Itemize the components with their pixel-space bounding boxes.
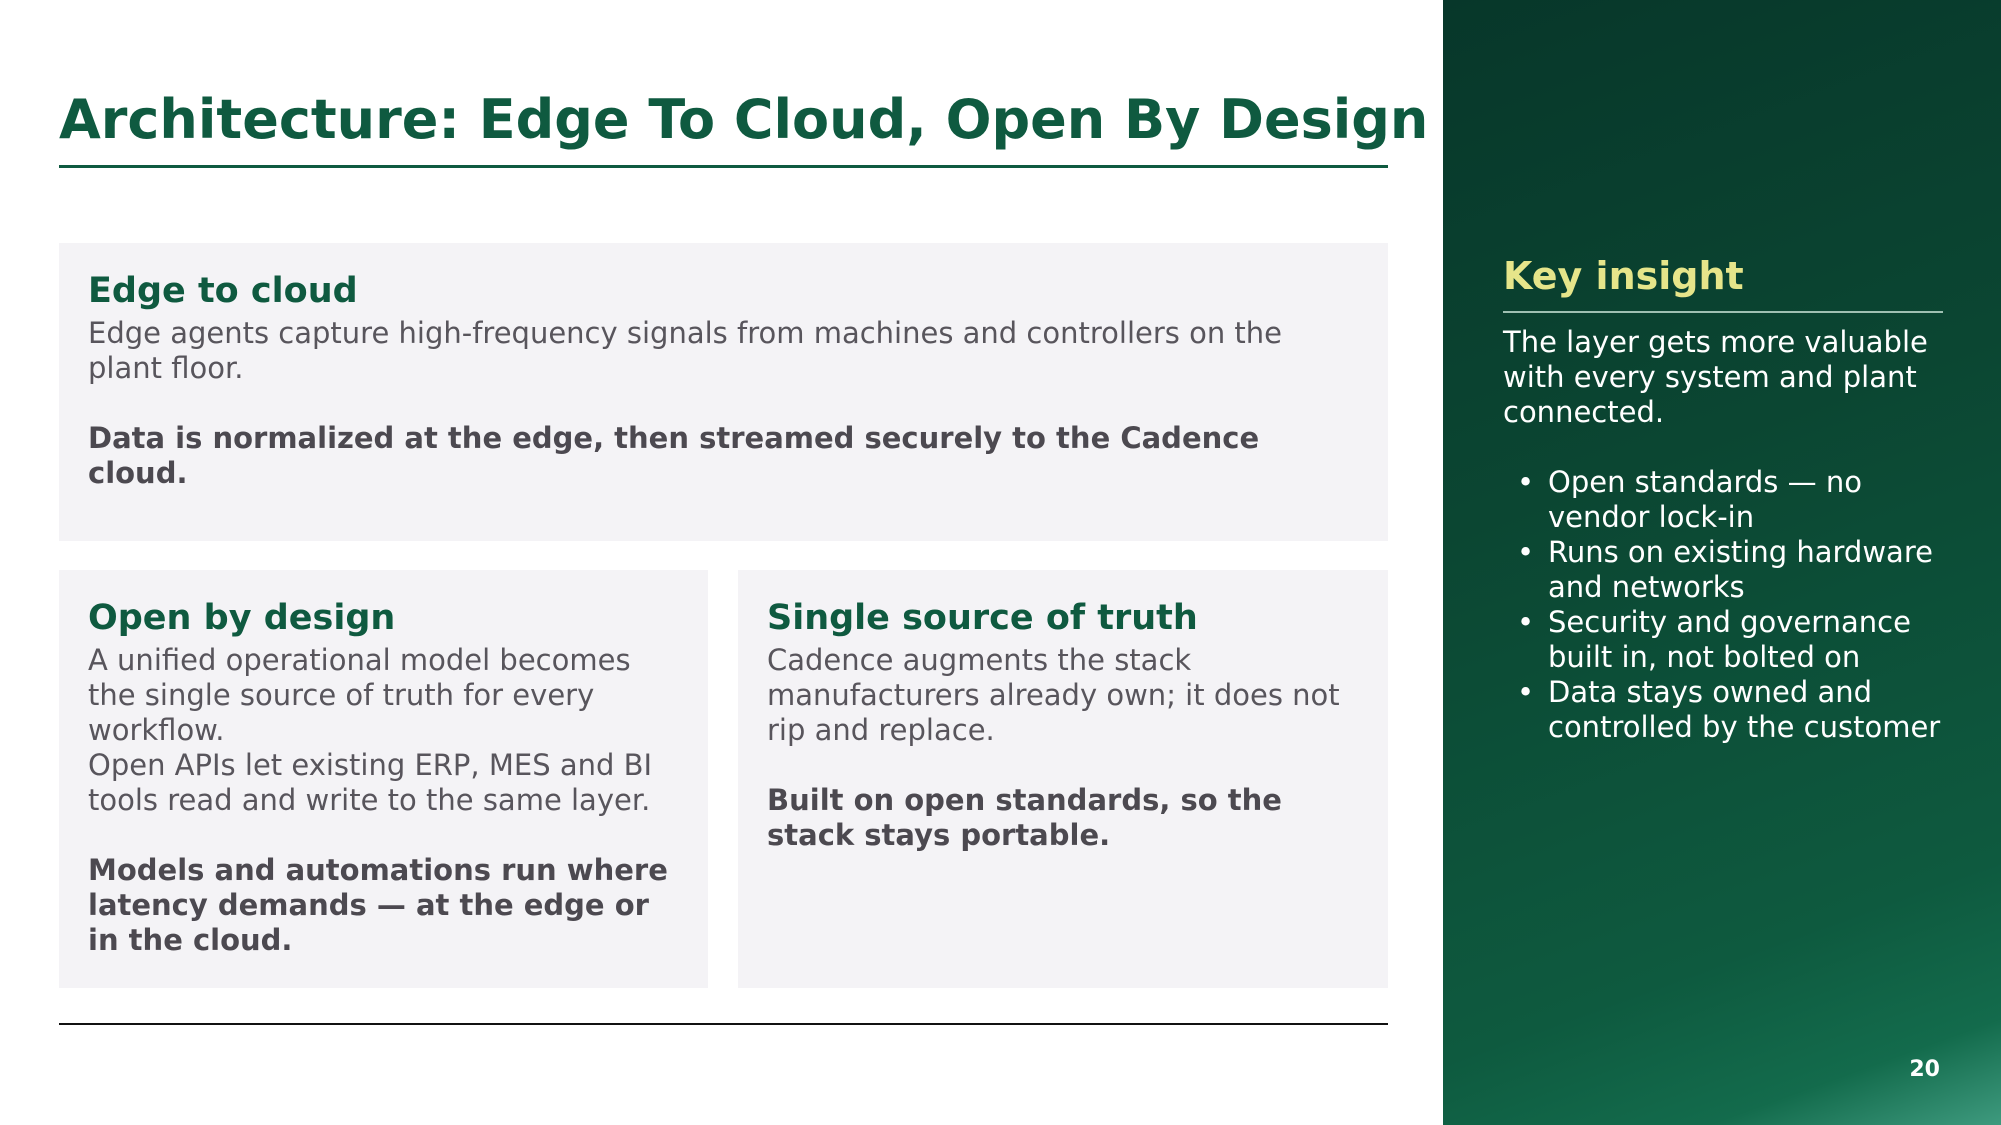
page-title: Architecture: Edge To Cloud, Open By Design <box>59 88 1429 151</box>
bullet-icon: • <box>1517 675 1535 709</box>
card-emphasis: Models and automations run where latency demands — at the edge or in the cloud. <box>88 853 668 957</box>
card-single-source-of-truth <box>738 570 1388 988</box>
card-heading: Single source of truth <box>767 598 1198 638</box>
insight-heading: Key insight <box>1503 254 1744 298</box>
card-heading: Open by design <box>88 598 396 638</box>
insight-list <box>1503 465 1963 745</box>
card-text: Cadence augments the stack manufacturers already own; it does not rip and replace. <box>767 643 1340 747</box>
title-divider <box>59 165 1388 168</box>
insight-divider <box>1503 311 1943 313</box>
list-item-label: Data stays owned and controlled by the customer <box>1548 675 1941 744</box>
card-emphasis: Data is normalized at the edge, then streamed securely to the Cadence cloud. <box>88 421 1260 490</box>
bullet-icon: • <box>1517 465 1535 499</box>
bullet-icon: • <box>1517 605 1535 639</box>
insight-text: The layer gets more valuable with every system and plant connected. <box>1503 325 1928 429</box>
card-emphasis: Built on open standards, so the stack stays portable. <box>767 783 1282 852</box>
card-text: Edge agents capture high-frequency signals from machines and controllers on the plant floor. <box>88 316 1283 385</box>
list-item-label: Open standards — no vendor lock-in <box>1548 465 1862 534</box>
bottom-divider <box>59 1023 1388 1025</box>
list-item <box>1503 465 1963 535</box>
card-text: A unified operational model becomes the single source of truth for every workflow. <box>88 643 631 747</box>
key-insight-panel <box>1443 0 2001 1125</box>
page-number: 20 <box>1909 1057 1940 1082</box>
card-edge-to-cloud <box>59 243 1388 541</box>
list-item-label: Security and governance built in, not bolted on <box>1548 605 1911 674</box>
card-heading: Edge to cloud <box>88 271 358 311</box>
card-text: Open APIs let existing ERP, MES and BI tools read and write to the same layer. <box>88 748 653 817</box>
list-item-label: Runs on existing hardware and networks <box>1548 535 1933 604</box>
bullet-icon: • <box>1517 535 1535 569</box>
list-item <box>1503 535 1963 605</box>
card-open-by-design <box>59 570 708 988</box>
list-item <box>1503 605 1963 675</box>
list-item <box>1503 675 1963 745</box>
